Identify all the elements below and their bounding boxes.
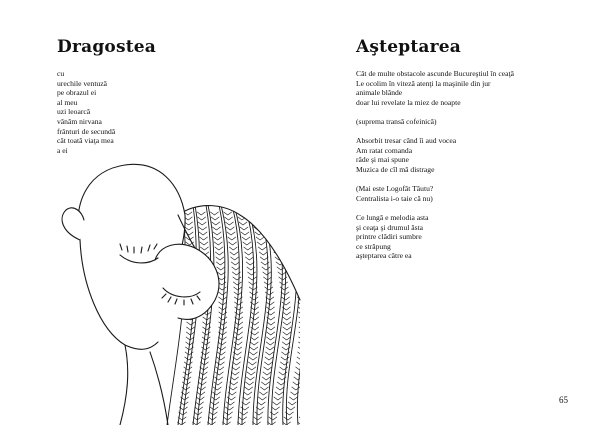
poem-line: pe obrazul ei <box>57 88 97 98</box>
poem-line: al meu <box>57 97 78 107</box>
poem-line: Ce lungă e melodia asta <box>356 212 429 222</box>
poem-line: râde şi mai spune <box>356 155 409 165</box>
poem-line: Absorbit tresar când îi aud vocea <box>356 136 457 146</box>
right-face-outline <box>155 244 219 319</box>
poem-line: Am ratat comanda <box>356 145 413 155</box>
poem-line: frânturi de secundă <box>57 126 116 136</box>
poem-line: (suprema transă cofeinică) <box>356 116 437 126</box>
poem-line: Muzica de cîl mă distrage <box>356 164 435 174</box>
right-page-title: Aşteptarea <box>356 37 461 57</box>
poem-line: aşteptarea către ea <box>356 251 412 261</box>
poem-line: cât toată viaţa mea <box>57 136 114 146</box>
poem-line: urechile ventuză <box>57 78 107 88</box>
poem-line: animale blânde <box>356 88 403 98</box>
poem-line: Cât de multe obstacole ascunde Bucureştiul în ceaţă <box>356 69 514 78</box>
poem-line: Le ocolim în viteză atenţi la maşinile din jur <box>356 78 491 88</box>
poem-line: doar lui revelate la miez de noapte <box>356 97 461 107</box>
shoulder-line <box>150 352 168 425</box>
poem-line: cu <box>57 69 65 78</box>
poem-line: uzi leoarcă <box>57 107 91 117</box>
ear-shape <box>62 208 84 240</box>
page-number: 65 <box>559 395 568 405</box>
poem-line: şi ceaţa şi drumul ăsta <box>356 222 424 232</box>
neck-line <box>120 345 128 425</box>
poem-line: a ei <box>57 145 68 155</box>
poem-line: ce străpung <box>356 241 391 251</box>
poem-line: (Mai este Logofăt Tăutu? <box>356 184 434 194</box>
poem-line: vânăm nirvana <box>57 116 102 126</box>
left-page-title: Dragostea <box>57 37 156 57</box>
poem-line: Centralista i-o taie că nu) <box>356 193 433 203</box>
poem-line: printre clădiri sumbre <box>356 232 422 242</box>
